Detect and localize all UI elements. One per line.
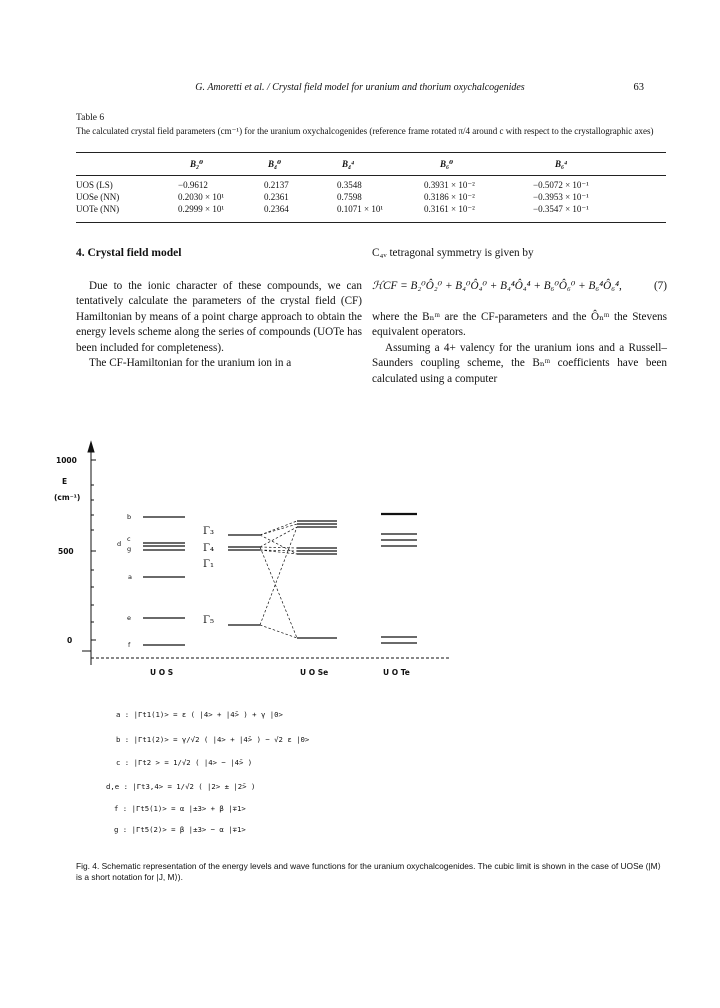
y-tick-1000: 1000 xyxy=(56,456,77,465)
wavefunction-c: c : |Γt2 > = 1/√2 ( |4> − |4̄> ) xyxy=(116,758,253,767)
table-cell: −0.3547 × 10⁻¹ xyxy=(533,204,589,214)
level-label-e: e xyxy=(127,614,131,622)
table-cell: 0.2030 × 10¹ xyxy=(178,192,225,202)
table-cell: −0.3953 × 10⁻¹ xyxy=(533,192,589,202)
y-tick-0: 0 xyxy=(67,636,73,645)
column-label-uote: U O Te xyxy=(383,668,410,677)
wavefunction-b: b : |Γt1(2)> = γ/√2 ( |4> + |4̄> ) − √2 ε |0> xyxy=(116,735,310,744)
running-title: G. Amoretti et al. / Crystal field model for uranium and thorium oxychalcogenides xyxy=(195,82,525,93)
column-label-uos: U O S xyxy=(150,668,174,677)
table-cell: 0.2137 xyxy=(264,180,289,190)
level-label-d: d xyxy=(117,540,122,548)
y-axis-unit: (cm⁻¹) xyxy=(54,493,81,502)
left-column xyxy=(76,246,362,372)
wavefunction-g: g : |Γt5(2)> = β |±3> − α |∓1> xyxy=(114,825,246,834)
table-label: Table 6 xyxy=(76,113,105,123)
table-header-b64: B₆⁴ xyxy=(555,159,568,169)
cubic-levels xyxy=(228,535,260,625)
wavefunction-f: f : |Γt5(1)> = α |±3> + β |∓1> xyxy=(114,804,246,813)
uote-levels xyxy=(381,514,417,643)
row-name: UOSe (NN) xyxy=(76,192,120,202)
gamma-label-1: Γ₁ xyxy=(203,559,214,570)
equation-number: (7) xyxy=(653,279,667,292)
equation-7 xyxy=(372,279,667,295)
uos-levels xyxy=(143,517,185,645)
body-paragraph: Due to the ionic character of these compounds, we can tentatively calculate the parameters of the crystal field (CF) Hamiltonian by means of a point charge approach to obtain the energy levels scheme along the series of compounds (UOTe has been included for completeness). xyxy=(76,279,362,354)
table-cell: 0.2364 xyxy=(264,204,289,214)
table-top-rule xyxy=(76,152,666,153)
table-header-b40: B₄⁰ xyxy=(268,159,282,169)
table-header-rule xyxy=(76,175,666,176)
equation-body: ℋCF = B₂⁰Ô₂⁰ + B₄⁰Ô₄⁰ + B₄⁴Ô₄⁴ + B₆⁰Ô₆⁰ + B₆⁴Ô₆⁴, xyxy=(372,279,622,292)
figure-caption: Fig. 4. Schematic representation of the energy levels and wave functions for the uranium oxychalcogenides. The cubic limit is shown in the case of UOSe (|M⟩ is a short notation for |J, M⟩). xyxy=(76,861,661,882)
y-tick-500: 500 xyxy=(58,547,74,556)
level-label-b: b xyxy=(127,513,132,521)
table-cell: −0.9612 xyxy=(178,180,208,190)
level-label-c: c xyxy=(127,535,131,543)
gamma-label-4: Γ₄ xyxy=(203,543,214,554)
table-cell: −0.5072 × 10⁻¹ xyxy=(533,180,589,190)
table-cell: 0.7598 xyxy=(337,192,362,202)
table-cell: 0.2999 × 10¹ xyxy=(178,204,225,214)
body-paragraph: where the Bₙᵐ are the CF-parameters and the Ôₙᵐ the Stevens equivalent operators. xyxy=(372,310,667,338)
y-axis-arrow xyxy=(88,442,94,452)
table-caption: The calculated crystal field parameters (cm⁻¹) for the uranium oxychalcogenides (reference frame rotated π/4 around c with respect to the crystallographic axes) xyxy=(76,126,654,136)
wavefunction-a: a : |Γt1(1)> = ε ( |4> + |4̄> ) + γ |0> xyxy=(116,710,283,719)
level-label-a: a xyxy=(128,573,132,581)
uose-levels xyxy=(297,521,337,638)
correlation-lines xyxy=(260,521,297,638)
gamma-label-3: Γ₃ xyxy=(203,526,214,537)
right-column xyxy=(372,246,667,387)
page-number: 63 xyxy=(633,82,644,93)
level-label-f: f xyxy=(128,641,131,649)
wavefunction-de: d,e : |Γt3,4> = 1/√2 ( |2> ± |2̄> ) xyxy=(106,782,256,791)
gamma-label-5: Γ₅ xyxy=(203,615,214,626)
row-name: UOTe (NN) xyxy=(76,204,120,214)
body-text: C₄ᵥ tetragonal symmetry is given by xyxy=(372,247,534,259)
table-cell: 0.3931 × 10⁻² xyxy=(424,180,475,190)
table-header-b20: B₂⁰ xyxy=(190,159,204,169)
table-cell: 0.3161 × 10⁻² xyxy=(424,204,475,214)
level-label-g: g xyxy=(127,545,132,553)
table-bottom-rule xyxy=(76,222,666,223)
row-name: UOS (LS) xyxy=(76,180,113,190)
body-paragraph: Assuming a 4+ valency for the uranium ions and a Russell–Saunders coupling scheme, the Bₙᵐ coefficients have been calculated using a computer xyxy=(372,341,667,385)
table-cell: 0.3548 xyxy=(337,180,362,190)
section-title: 4. Crystal field model xyxy=(76,247,182,259)
column-label-uose: U O Se xyxy=(300,668,329,677)
body-paragraph: The CF-Hamiltonian for the uranium ion in a xyxy=(89,357,292,369)
table-header-b44: B₄⁴ xyxy=(342,159,355,169)
table-cell: 0.3186 × 10⁻² xyxy=(424,192,475,202)
y-axis-label: E xyxy=(62,477,68,486)
table-header-b60: B₆⁰ xyxy=(440,159,454,169)
table-cell: 0.1071 × 10¹ xyxy=(337,204,384,214)
energy-level-figure xyxy=(0,430,720,850)
table-cell: 0.2361 xyxy=(264,192,289,202)
